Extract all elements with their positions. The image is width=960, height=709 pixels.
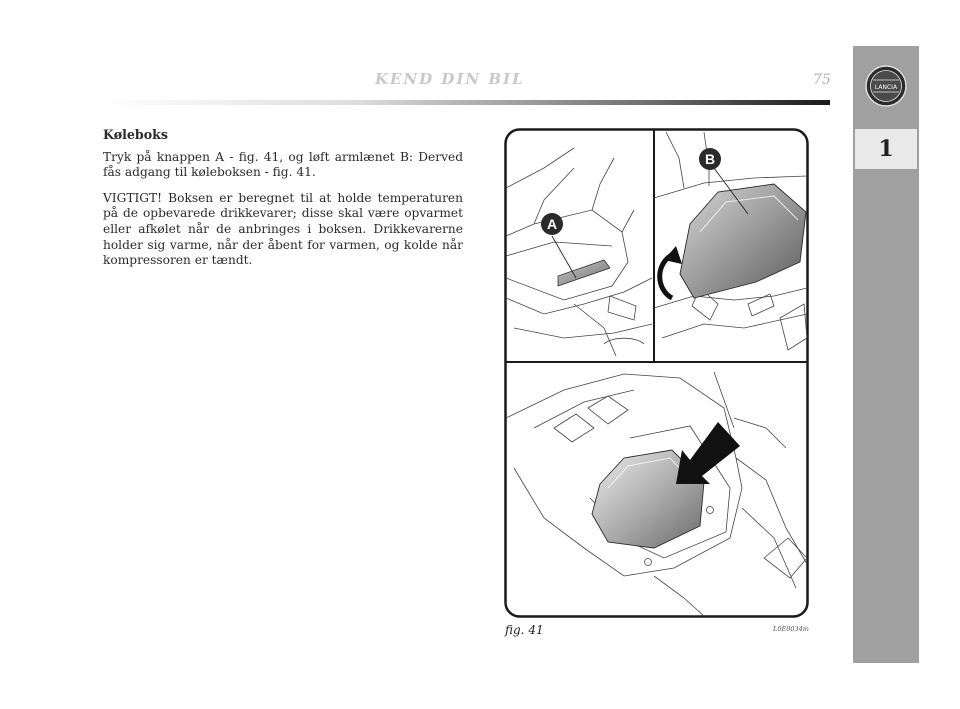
paragraph-important: VIGTIGT! Boksen er beregnet til at holde temperaturen på de opbevarede drikkevarer; disse skal være opvarmet eller afkølet når de anbringes i boksen. Drikkevarerne holder sig varme, når der åbent for varmen, og kolde når kompressoren er tændt.	[103, 190, 463, 268]
figure-code: L0E0034m	[773, 625, 809, 633]
label-a: A	[546, 216, 558, 232]
page-number: 75	[813, 72, 831, 88]
main-text	[103, 127, 463, 279]
logo-text: LANCIA	[874, 84, 898, 91]
header-rule	[100, 100, 830, 105]
section-heading: Køleboks	[103, 127, 168, 142]
chapter-number: 1	[878, 136, 894, 162]
paragraph-instructions: Tryk på knappen A - fig. 41, og løft armlænet B: Derved fås adgang til køleboksen - fig. 41.	[103, 149, 463, 180]
figure-caption: fig. 41	[505, 623, 544, 637]
chapter-tab[interactable]	[855, 129, 917, 169]
figure-41-illustration	[504, 128, 809, 618]
lancia-logo-icon	[864, 64, 908, 108]
page-header-title: KEND DIN BIL	[375, 70, 525, 88]
brand-logo	[853, 46, 919, 126]
label-b: B	[704, 151, 716, 167]
